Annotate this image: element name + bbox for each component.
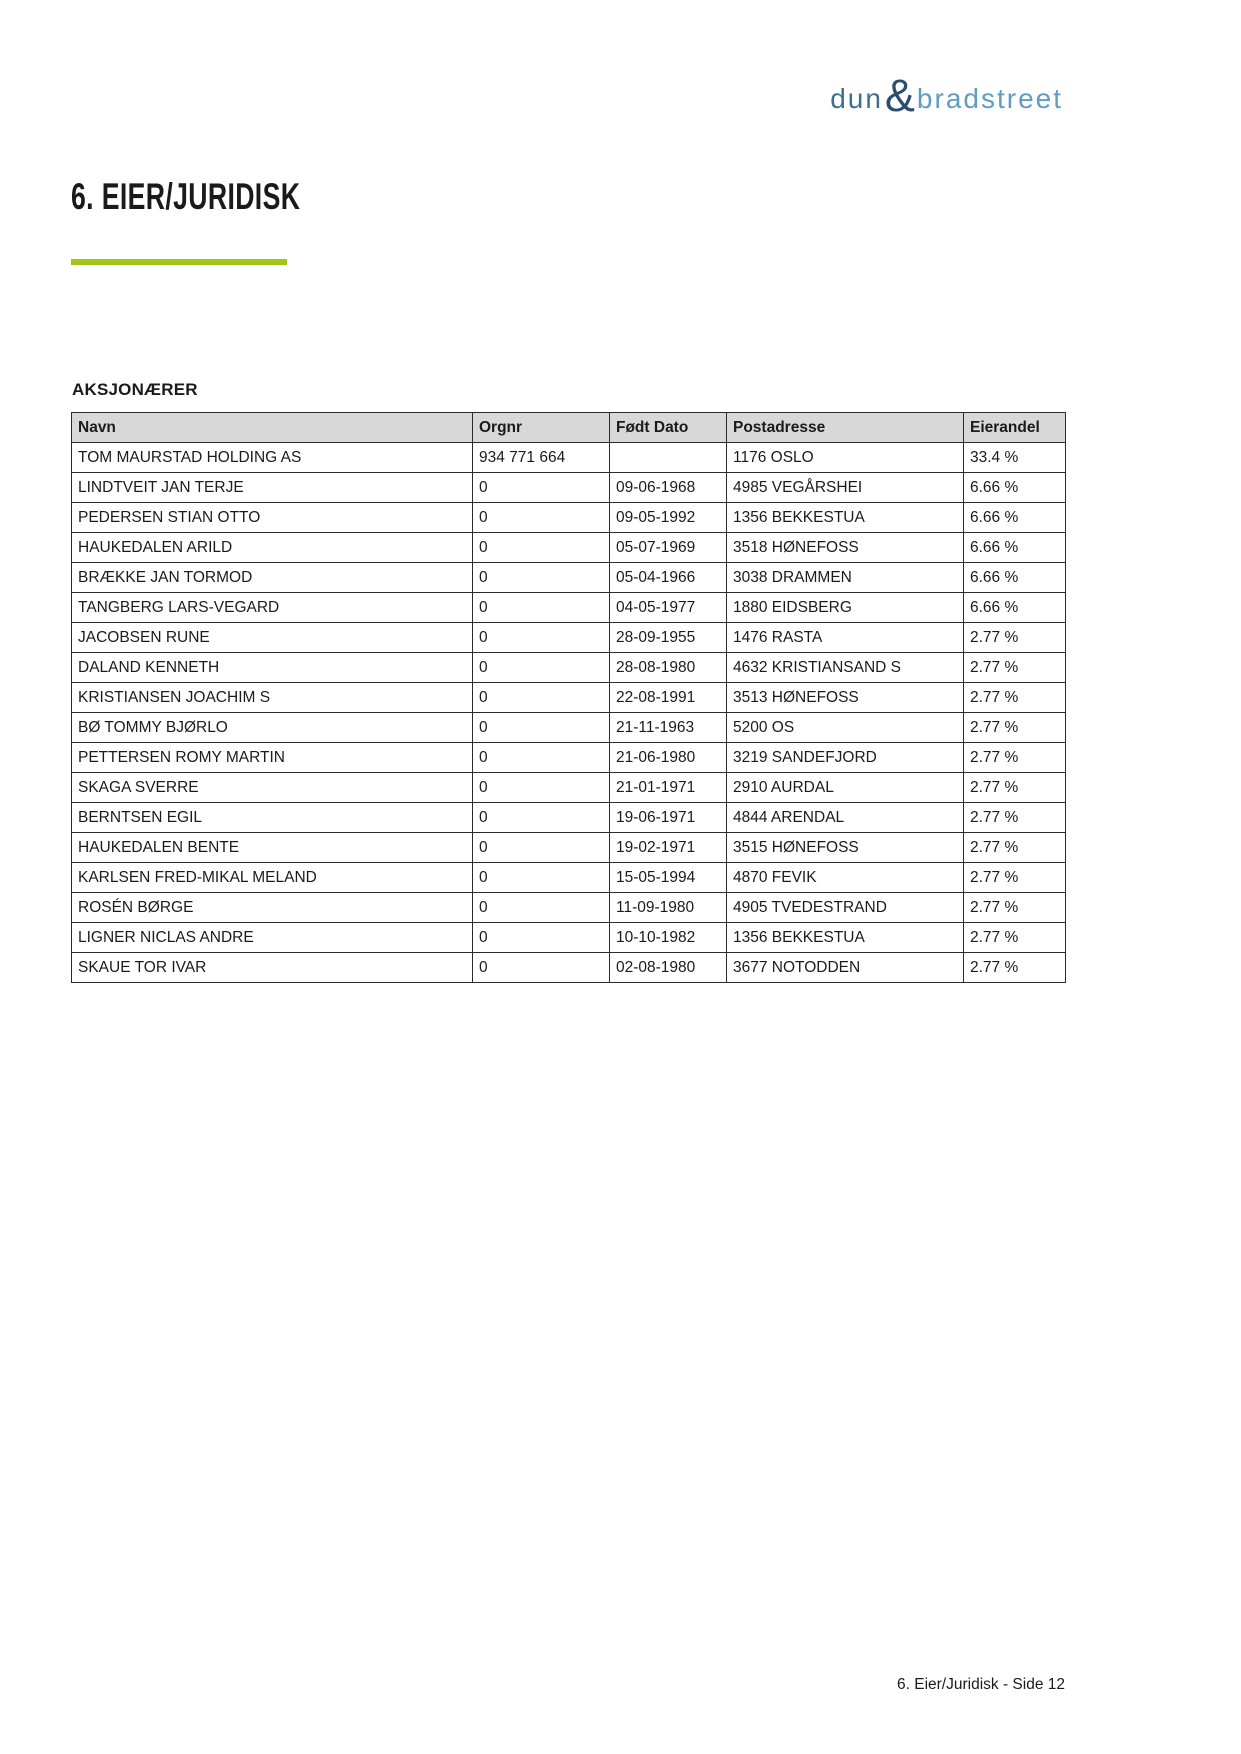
table-row xyxy=(72,563,1066,593)
column-header: Orgnr xyxy=(473,413,610,443)
table-cell: 2.77 % xyxy=(964,773,1066,803)
table-cell: 4985 VEGÅRSHEI xyxy=(727,473,964,503)
table-cell: JACOBSEN RUNE xyxy=(72,623,473,653)
table-cell: 11-09-1980 xyxy=(610,893,727,923)
table-cell: 6.66 % xyxy=(964,503,1066,533)
table-cell: 0 xyxy=(473,593,610,623)
table-cell: KARLSEN FRED-MIKAL MELAND xyxy=(72,863,473,893)
table-cell: 0 xyxy=(473,773,610,803)
column-header: Navn xyxy=(72,413,473,443)
table-row xyxy=(72,653,1066,683)
table-header-row xyxy=(72,413,1066,443)
table-cell: 21-01-1971 xyxy=(610,773,727,803)
table-cell: SKAGA SVERRE xyxy=(72,773,473,803)
table-cell: 3518 HØNEFOSS xyxy=(727,533,964,563)
table-cell: LIGNER NICLAS ANDRE xyxy=(72,923,473,953)
table-cell: ROSÉN BØRGE xyxy=(72,893,473,923)
table-cell: 6.66 % xyxy=(964,563,1066,593)
table-cell: 2.77 % xyxy=(964,953,1066,983)
table-cell: 0 xyxy=(473,683,610,713)
table-cell: 2.77 % xyxy=(964,713,1066,743)
table-cell: 6.66 % xyxy=(964,593,1066,623)
heading-accent-line xyxy=(71,259,287,265)
table-row xyxy=(72,443,1066,473)
table-row xyxy=(72,593,1066,623)
table-cell: 4844 ARENDAL xyxy=(727,803,964,833)
table-cell: PETTERSEN ROMY MARTIN xyxy=(72,743,473,773)
table-row xyxy=(72,923,1066,953)
table-cell: 3677 NOTODDEN xyxy=(727,953,964,983)
table-cell: 3219 SANDEFJORD xyxy=(727,743,964,773)
table-cell: 33.4 % xyxy=(964,443,1066,473)
table-cell: 1356 BEKKESTUA xyxy=(727,923,964,953)
table-cell: 15-05-1994 xyxy=(610,863,727,893)
table-cell: 28-09-1955 xyxy=(610,623,727,653)
table-cell: 3513 HØNEFOSS xyxy=(727,683,964,713)
table-cell: 28-08-1980 xyxy=(610,653,727,683)
table-cell: BRÆKKE JAN TORMOD xyxy=(72,563,473,593)
table-cell: 09-06-1968 xyxy=(610,473,727,503)
table-row xyxy=(72,803,1066,833)
table-cell: 2.77 % xyxy=(964,683,1066,713)
table-cell xyxy=(610,443,727,473)
dun-bradstreet-logo xyxy=(830,70,1063,121)
table-cell: 1176 OSLO xyxy=(727,443,964,473)
shareholders-table-body xyxy=(72,443,1066,983)
table-cell: 2.77 % xyxy=(964,833,1066,863)
table-row xyxy=(72,503,1066,533)
page-footer: 6. Eier/Juridisk - Side 12 xyxy=(897,1676,1065,1693)
table-cell: 09-05-1992 xyxy=(610,503,727,533)
table-cell: 4632 KRISTIANSAND S xyxy=(727,653,964,683)
table-cell: 934 771 664 xyxy=(473,443,610,473)
logo-ampersand-icon: & xyxy=(884,70,915,121)
table-row xyxy=(72,473,1066,503)
table-cell: 2.77 % xyxy=(964,923,1066,953)
table-cell: 05-04-1966 xyxy=(610,563,727,593)
logo-text-bradstreet: bradstreet xyxy=(916,83,1063,114)
table-cell: 0 xyxy=(473,863,610,893)
table-cell: 22-08-1991 xyxy=(610,683,727,713)
table-cell: 0 xyxy=(473,623,610,653)
table-cell: 19-06-1971 xyxy=(610,803,727,833)
shareholders-table xyxy=(71,412,1066,983)
table-cell: TANGBERG LARS-VEGARD xyxy=(72,593,473,623)
table-cell: 02-08-1980 xyxy=(610,953,727,983)
table-row xyxy=(72,833,1066,863)
table-cell: 0 xyxy=(473,503,610,533)
column-header: Postadresse xyxy=(727,413,964,443)
table-cell: 19-02-1971 xyxy=(610,833,727,863)
column-header: Eierandel xyxy=(964,413,1066,443)
table-cell: 21-11-1963 xyxy=(610,713,727,743)
table-cell: 1880 EIDSBERG xyxy=(727,593,964,623)
table-cell: 5200 OS xyxy=(727,713,964,743)
table-cell: BØ TOMMY BJØRLO xyxy=(72,713,473,743)
table-row xyxy=(72,623,1066,653)
table-cell: 0 xyxy=(473,923,610,953)
table-cell: 3038 DRAMMEN xyxy=(727,563,964,593)
table-cell: 0 xyxy=(473,833,610,863)
table-cell: 2910 AURDAL xyxy=(727,773,964,803)
table-cell: 2.77 % xyxy=(964,863,1066,893)
table-row xyxy=(72,893,1066,923)
logo-text-dun: dun xyxy=(830,83,883,114)
table-cell: 0 xyxy=(473,893,610,923)
table-cell: 0 xyxy=(473,473,610,503)
shareholders-label: AKSJONÆRER xyxy=(72,380,198,399)
table-row xyxy=(72,953,1066,983)
table-cell: 1476 RASTA xyxy=(727,623,964,653)
table-cell: 6.66 % xyxy=(964,473,1066,503)
table-cell: PEDERSEN STIAN OTTO xyxy=(72,503,473,533)
table-cell: 0 xyxy=(473,743,610,773)
table-cell: 2.77 % xyxy=(964,803,1066,833)
table-row xyxy=(72,863,1066,893)
table-cell: 04-05-1977 xyxy=(610,593,727,623)
table-cell: 0 xyxy=(473,653,610,683)
table-cell: 2.77 % xyxy=(964,653,1066,683)
table-cell: 2.77 % xyxy=(964,743,1066,773)
table-row xyxy=(72,773,1066,803)
table-row xyxy=(72,743,1066,773)
table-cell: 05-07-1969 xyxy=(610,533,727,563)
table-cell: BERNTSEN EGIL xyxy=(72,803,473,833)
table-row xyxy=(72,533,1066,563)
table-cell: 4870 FEVIK xyxy=(727,863,964,893)
table-cell: 2.77 % xyxy=(964,893,1066,923)
table-cell: HAUKEDALEN ARILD xyxy=(72,533,473,563)
table-cell: 2.77 % xyxy=(964,623,1066,653)
table-cell: 0 xyxy=(473,563,610,593)
table-cell: 0 xyxy=(473,803,610,833)
table-cell: DALAND KENNETH xyxy=(72,653,473,683)
page-title: 6. EIER/JURIDISK xyxy=(71,176,301,217)
column-header: Født Dato xyxy=(610,413,727,443)
table-cell: 0 xyxy=(473,953,610,983)
table-cell: 4905 TVEDESTRAND xyxy=(727,893,964,923)
table-cell: 21-06-1980 xyxy=(610,743,727,773)
table-cell: SKAUE TOR IVAR xyxy=(72,953,473,983)
table-cell: KRISTIANSEN JOACHIM S xyxy=(72,683,473,713)
table-cell: 0 xyxy=(473,713,610,743)
table-cell: 10-10-1982 xyxy=(610,923,727,953)
table-row xyxy=(72,683,1066,713)
table-cell: HAUKEDALEN BENTE xyxy=(72,833,473,863)
table-cell: 0 xyxy=(473,533,610,563)
table-cell: 6.66 % xyxy=(964,533,1066,563)
table-cell: LINDTVEIT JAN TERJE xyxy=(72,473,473,503)
table-row xyxy=(72,713,1066,743)
table-cell: TOM MAURSTAD HOLDING AS xyxy=(72,443,473,473)
table-cell: 1356 BEKKESTUA xyxy=(727,503,964,533)
table-cell: 3515 HØNEFOSS xyxy=(727,833,964,863)
